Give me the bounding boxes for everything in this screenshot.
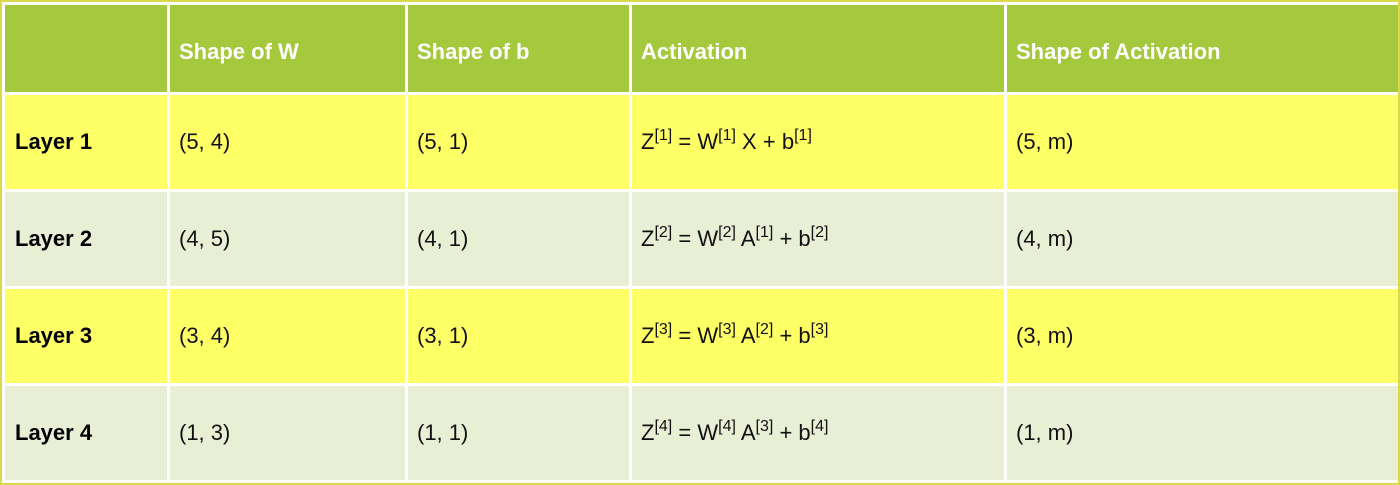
w-shape-cell: (1, 3): [169, 385, 407, 482]
table-row-layer-2: [4, 191, 1400, 288]
w-superscript: [4]: [718, 418, 736, 435]
activation-equation-cell: [631, 385, 1006, 482]
input-superscript: [1]: [755, 224, 774, 241]
w-shape-cell: (3, 4): [169, 288, 407, 385]
w-shape-cell: (5, 4): [169, 94, 407, 191]
input-symbol: A: [740, 226, 756, 251]
w-symbol: W: [697, 129, 719, 154]
b-shape-cell: (1, 1): [407, 385, 631, 482]
equals-sign: =: [678, 323, 692, 348]
b-superscript: [4]: [810, 418, 829, 435]
header-cell-shape-of-w: Shape of W: [169, 4, 407, 94]
header-row: [4, 4, 1400, 94]
z-symbol: Z: [641, 323, 655, 348]
equals-sign: =: [678, 129, 692, 154]
w-superscript: [1]: [718, 127, 736, 144]
b-superscript: [2]: [810, 224, 829, 241]
layer-name-cell: Layer 2: [4, 191, 169, 288]
input-symbol: A: [740, 420, 756, 445]
input-superscript: [3]: [755, 418, 774, 435]
header-cell-activation: Activation: [631, 4, 1006, 94]
z-symbol: Z: [641, 226, 655, 251]
w-superscript: [3]: [718, 321, 736, 338]
activation-shape-cell: (1, m): [1006, 385, 1400, 482]
activation-equation-cell: [631, 94, 1006, 191]
activation-shape-cell: (5, m): [1006, 94, 1400, 191]
layer-name-cell: Layer 4: [4, 385, 169, 482]
z-superscript: [3]: [654, 321, 673, 338]
b-shape-cell: (5, 1): [407, 94, 631, 191]
activation-shape-cell: (4, m): [1006, 191, 1400, 288]
w-symbol: W: [697, 323, 719, 348]
b-symbol: b: [798, 226, 811, 251]
plus-sign: +: [779, 323, 793, 348]
b-superscript: [1]: [794, 127, 812, 144]
input-symbol: X: [742, 129, 757, 154]
w-superscript: [2]: [718, 224, 736, 241]
input-superscript: [2]: [755, 321, 774, 338]
z-superscript: [1]: [654, 127, 673, 144]
activation-shape-cell: (3, m): [1006, 288, 1400, 385]
layer-name-cell: Layer 3: [4, 288, 169, 385]
b-symbol: b: [798, 323, 811, 348]
b-shape-cell: (4, 1): [407, 191, 631, 288]
header-cell-shape-of-activation: Shape of Activation: [1006, 4, 1400, 94]
z-superscript: [2]: [654, 224, 673, 241]
plus-sign: +: [779, 420, 793, 445]
table-row-layer-4: [4, 385, 1400, 482]
z-symbol: Z: [641, 420, 655, 445]
activation-equation-cell: [631, 288, 1006, 385]
w-symbol: W: [697, 226, 719, 251]
table-row-layer-1: [4, 94, 1400, 191]
header-cell-corner: [4, 4, 169, 94]
plus-sign: +: [779, 226, 793, 251]
b-superscript: [3]: [810, 321, 829, 338]
activation-equation-cell: [631, 191, 1006, 288]
z-superscript: [4]: [654, 418, 673, 435]
w-symbol: W: [697, 420, 719, 445]
b-shape-cell: (3, 1): [407, 288, 631, 385]
plus-sign: +: [762, 129, 776, 154]
w-shape-cell: (4, 5): [169, 191, 407, 288]
input-symbol: A: [740, 323, 756, 348]
layer-shapes-table: [2, 2, 1400, 483]
layer-name-cell: Layer 1: [4, 94, 169, 191]
equals-sign: =: [678, 420, 692, 445]
z-symbol: Z: [641, 129, 655, 154]
equals-sign: =: [678, 226, 692, 251]
header-cell-shape-of-b: Shape of b: [407, 4, 631, 94]
b-symbol: b: [781, 129, 795, 154]
table-row-layer-3: [4, 288, 1400, 385]
b-symbol: b: [798, 420, 811, 445]
